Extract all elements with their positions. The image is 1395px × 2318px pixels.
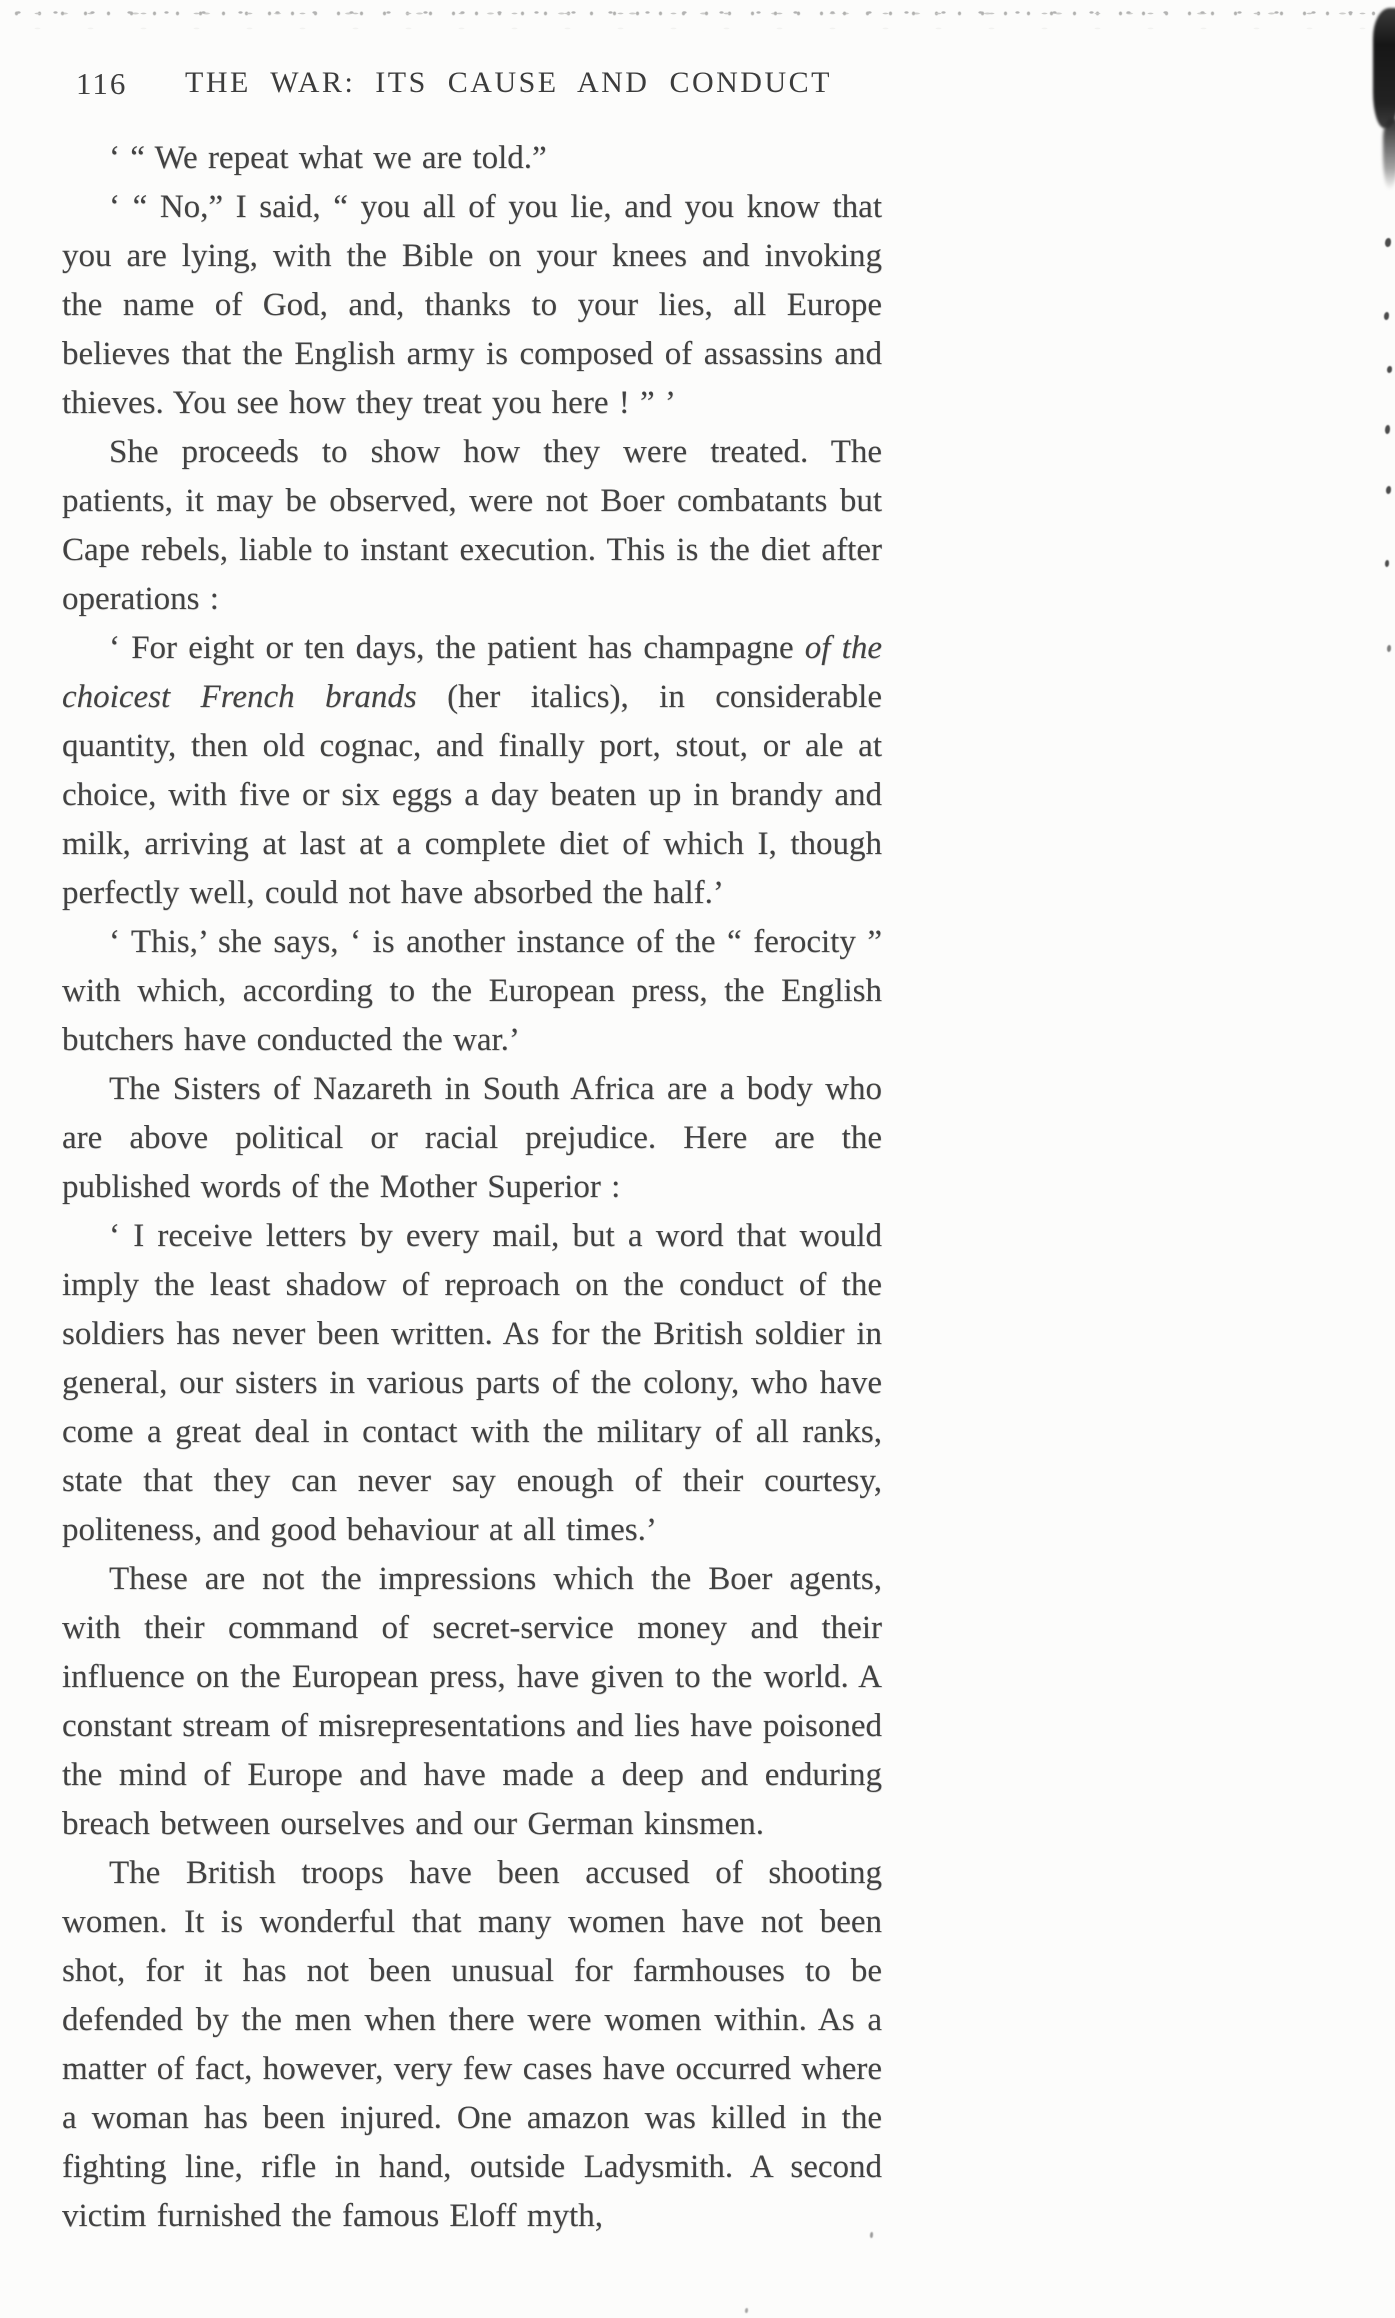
text-segment: The British troops have been accused of shooting women. It is wonderful that many women have not been shot, for it has not been unusual for farmhouses to be defended by the men when there were women within. As a matter of fact, however, very few cases have occurred where a woman has been injured. One amazon was killed in the fighting line, rifle in hand, outside Ladysmith. A second victim furnished the famous Eloff myth, <box>62 1855 882 2234</box>
paragraph <box>62 1555 882 1849</box>
ink-blob-tail-icon <box>1383 118 1395 190</box>
ink-speck-icon <box>1386 486 1391 494</box>
ink-speck-icon <box>1385 238 1391 247</box>
paragraph <box>62 624 882 918</box>
ink-speck-icon <box>1384 312 1389 320</box>
text-segment: ‘ “ No,” I said, “ you all of you lie, and you know that you are lying, with the Bible on your knees and invoking the name of God, and, thanks to your lies, all Europe believes that the English army is composed of assassins and thieves. You see how they treat you here ! ” ’ <box>62 189 882 421</box>
page-header <box>0 66 1395 108</box>
text-segment: ‘ This,’ she says, ‘ is another instance of the “ ferocity ” with which, according to the European press, the English butchers have conducted the war.’ <box>62 924 882 1058</box>
paragraph <box>62 183 882 428</box>
paragraph <box>62 134 882 183</box>
page-body <box>62 134 882 2241</box>
text-segment: ‘ For eight or ten days, the patient has champagne <box>109 630 805 666</box>
text-segment: ‘ “ We repeat what we are told.” <box>109 140 547 176</box>
text-segment: (her italics), in considerable quantity, then old cognac, and finally port, stout, or ale at choice, with five or six eggs a day beaten up in brandy and milk, arriving at last at a complete diet of which I, though perfectly well, could not have absorbed the half.’ <box>62 679 882 911</box>
paragraph <box>62 1065 882 1212</box>
ink-speck-icon <box>1387 366 1392 373</box>
paragraph <box>62 1849 882 2241</box>
ink-speck-icon <box>1385 560 1389 567</box>
page-number: 116 <box>76 66 128 101</box>
text-segment: ‘ I receive letters by every mail, but a word that would imply the least shadow of reproach on the conduct of the soldiers has never been written. As for the British soldier in general, our sisters in various parts of the colony, who have come a great deal in contact with the military of all ranks, state that they can never say enough of their courtesy, politeness, and good behaviour at all times.’ <box>62 1218 882 1548</box>
text-segment: These are not the impressions which the Boer agents, with their command of secret-service money and their influence on the European press, have given to the world. A constant stream of misrepresentations and lies have poisoned the mind of Europe and have made a deep and enduring breach between ourselves and our German kinsmen. <box>62 1561 882 1842</box>
running-title: THE WAR: ITS CAUSE AND CONDUCT <box>185 66 832 99</box>
ink-speck-icon <box>1385 425 1390 434</box>
paragraph <box>62 1212 882 1555</box>
ink-speck-icon <box>1387 645 1391 652</box>
ink-speck-icon <box>745 2308 748 2313</box>
paragraph <box>62 428 882 624</box>
text-segment: She proceeds to show how they were treated. The patients, it may be observed, were not Boer combatants but Cape rebels, liable to instant execution. This is the diet after operations : <box>62 434 882 617</box>
scan-noise-band <box>0 0 1395 34</box>
paragraph <box>62 918 882 1065</box>
italic-text-segment: of the choicest French brands <box>62 630 882 715</box>
text-segment: The Sisters of Nazareth in South Africa are a body who are above political or racial prejudice. Here are the published words of the Mother Superior : <box>62 1071 882 1205</box>
